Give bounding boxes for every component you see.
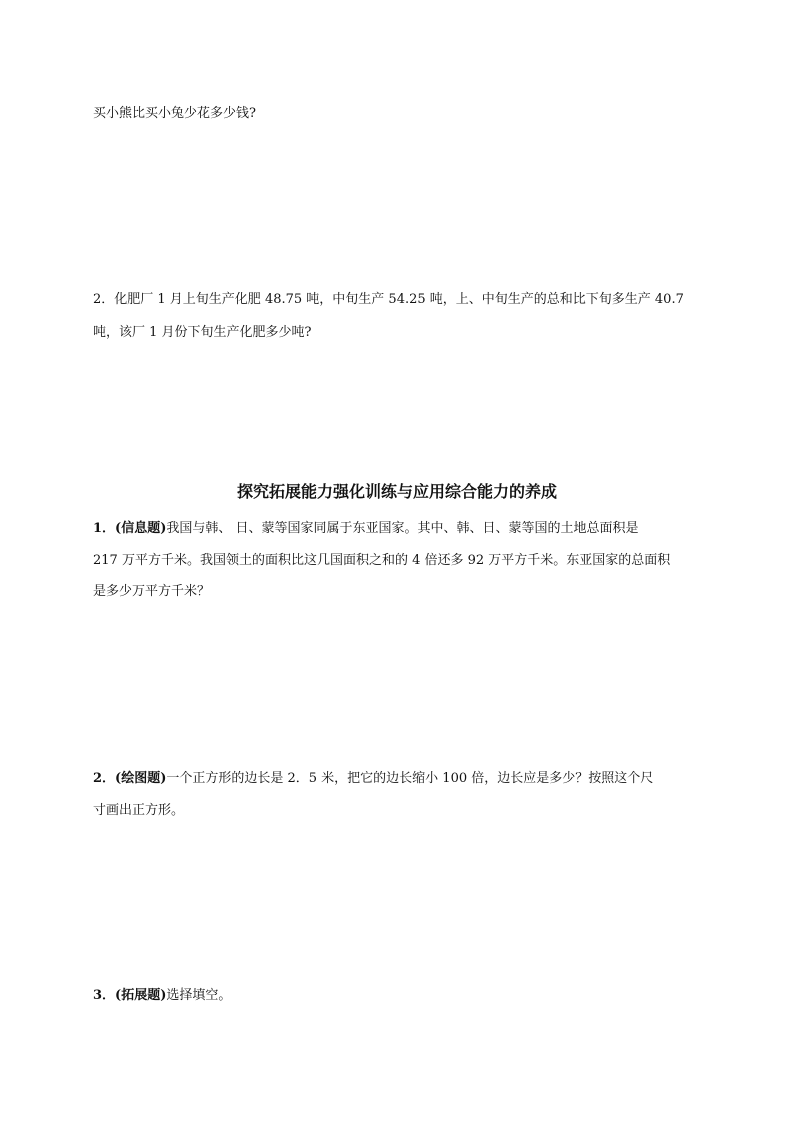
question-number: 2． [93,771,116,786]
extension-question-line-1 [93,988,231,1004]
drawing-question-line-2: 寸画出正方形。 [93,803,185,818]
question-type-tag: (信息题) [115,521,167,536]
question-2-line-2: 吨，该厂 1 月份下旬生产化肥多少吨? [93,325,312,340]
question-type-tag: (拓展题) [115,988,167,1003]
question-text: 我国与韩、 日、蒙等国家同属于东亚国家。其中、韩、日、蒙等国的土地总面积是 [166,521,639,536]
info-question-line-2: 217 万平方千米。我国领土的面积比这几国面积之和的 4 倍还多 92 万平方千米。东亚国家的总面积 [93,553,671,568]
info-question-line-1 [93,521,639,537]
question-text: 一个正方形的边长是 2．5 米，把它的边长缩小 100 倍，边长应是多少？按照这个尺 [166,771,654,786]
question-number: 3． [93,988,116,1003]
question-2-line-1: 2．化肥厂 1 月上旬生产化肥 48.75 吨，中旬生产 54.25 吨，上、中旬生产的总和比下旬多生产 40.7 [93,292,684,307]
question-1-tail: 买小熊比买小兔少花多少钱? [93,106,256,121]
question-text: 选择填空。 [166,988,232,1003]
info-question-line-3: 是多少万平方千米？ [93,584,211,599]
question-number: 1． [93,521,116,536]
drawing-question-line-1 [93,771,653,787]
question-type-tag: (绘图题) [115,771,167,786]
section-title: 探究拓展能力强化训练与应用综合能力的养成 [236,482,557,501]
